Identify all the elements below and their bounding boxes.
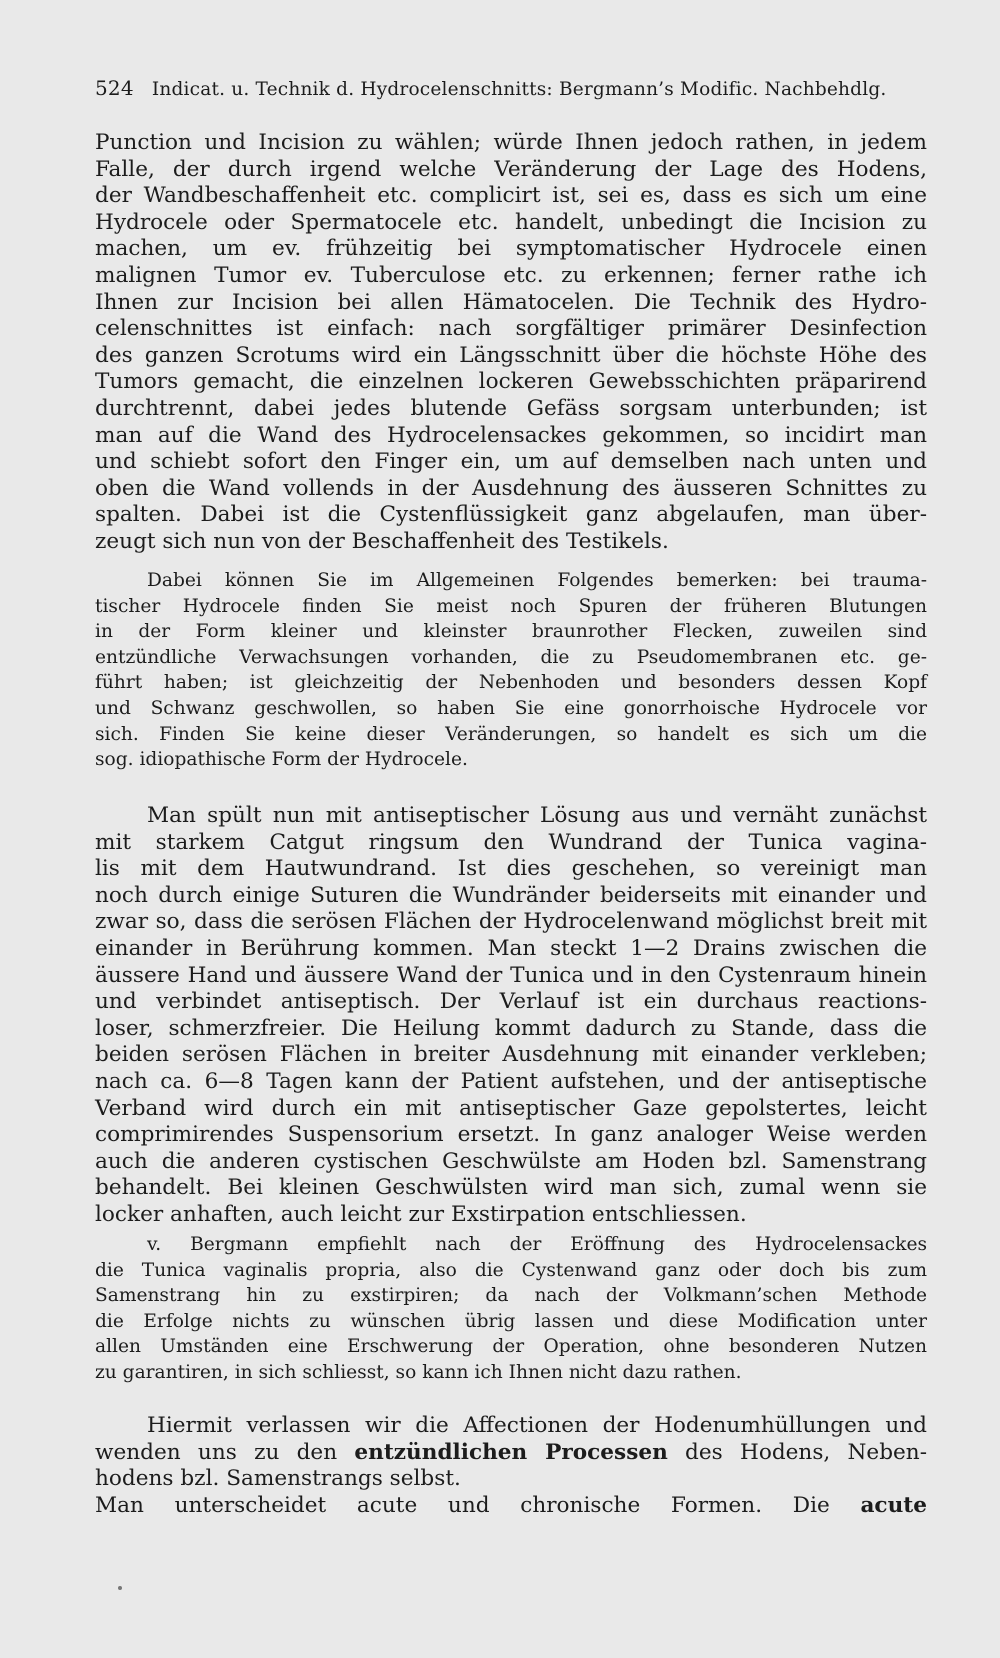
text-span: Man unterscheidet acute und chronische Formen. Die bbox=[95, 1492, 861, 1518]
text-line: oben die Wand vollends in der Ausdehnung des äusseren Schnittes zu bbox=[95, 475, 927, 501]
text-line: sich. Finden Sie keine dieser Veränderungen, so handelt es sich um die bbox=[95, 723, 927, 745]
text-line: Hiermit verlassen wir die Affectionen der Hodenumhüllungen und bbox=[147, 1413, 927, 1438]
text-line: malignen Tumor ev. Tuberculose etc. zu erkennen; ferner rathe ich bbox=[95, 262, 927, 288]
text-line: mit starkem Catgut ringsum den Wundrand der Tunica vagina- bbox=[95, 829, 927, 855]
text-line: Samenstrang hin zu exstirpiren; da nach der Volkmann’schen Methode bbox=[95, 1285, 927, 1307]
text-line: machen, um ev. frühzeitig bei symptomatischer Hydrocele einen bbox=[95, 236, 927, 262]
text-span: des Hodens, Neben- bbox=[667, 1439, 928, 1465]
text-line: tischer Hydrocele finden Sie meist noch Spuren der früheren Blutungen bbox=[95, 595, 927, 617]
text-line: nach ca. 6—8 Tagen kann der Patient aufstehen, und der antiseptische bbox=[95, 1068, 927, 1094]
bold-term: acute bbox=[860, 1492, 927, 1518]
text-line: und Schwanz geschwollen, so haben Sie eine gonorrhoische Hydrocele vor bbox=[95, 697, 927, 719]
text-line: und verbindet antiseptisch. Der Verlauf ist ein durchaus reactions- bbox=[95, 989, 927, 1015]
running-title: Indicat. u. Technik d. Hydrocelenschnitts: Bergmann’s Modific. Nachbehdlg. bbox=[151, 79, 887, 100]
text-line: entzündliche Verwachsungen vorhanden, die zu Pseudomembranen etc. ge- bbox=[95, 646, 927, 668]
text-line: der Wandbeschaffenheit etc. complicirt ist, sei es, dass es sich um eine bbox=[95, 183, 927, 209]
text-line: Falle, der durch irgend welche Veränderung der Lage des Hodens, bbox=[95, 156, 927, 182]
text-line: comprimirendes Suspensorium ersetzt. In ganz analoger Weise werden bbox=[95, 1122, 927, 1148]
text-line: zu garantiren, in sich schliesst, so kann ich Ihnen nicht dazu rathen. bbox=[95, 1361, 742, 1383]
text-line: locker anhaften, auch leicht zur Exstirpation entschliessen. bbox=[95, 1201, 747, 1227]
text-line: Hydrocele oder Spermatocele etc. handelt, unbedingt die Incision zu bbox=[95, 209, 927, 235]
text-line: äussere Hand und äussere Wand der Tunica und in den Cystenraum hinein bbox=[95, 962, 927, 988]
text-line: v. Bergmann empfiehlt nach der Eröffnung des Hydrocelensackes bbox=[147, 1234, 927, 1255]
text-line: loser, schmerzfreier. Die Heilung kommt dadurch zu Stande, dass die bbox=[95, 1015, 927, 1041]
text-line: Man spült nun mit antiseptischer Lösung aus und vernäht zunächst bbox=[147, 803, 927, 828]
text-line: Dabei können Sie im Allgemeinen Folgendes bemerken: bei trauma- bbox=[147, 570, 927, 591]
text-line: spalten. Dabei ist die Cystenflüssigkeit ganz abgelaufen, man über- bbox=[95, 502, 927, 528]
text-line: beiden serösen Flächen in breiter Ausdehnung mit einander verkleben; bbox=[95, 1042, 927, 1068]
paragraph-bergmann-modification bbox=[95, 1232, 927, 1386]
paragraph-punction-incision bbox=[95, 130, 927, 556]
text-line bbox=[95, 1493, 927, 1520]
paragraph-inflammatory-processes bbox=[95, 1413, 927, 1519]
text-line: sog. idiopathische Form der Hydrocele. bbox=[95, 749, 468, 771]
text-line: in der Form kleiner und kleinster braunrother Flecken, zuweilen sind bbox=[95, 621, 927, 643]
text-line: führt haben; ist gleichzeitig der Nebenhoden und besonders dessen Kopf bbox=[95, 672, 927, 694]
text-line: behandelt. Bei kleinen Geschwülsten wird man sich, zumal wenn sie bbox=[95, 1175, 927, 1201]
text-line: des ganzen Scrotums wird ein Längsschnitt über die höchste Höhe des bbox=[95, 342, 927, 368]
text-line: Punction und Incision zu wählen; würde Ihnen jedoch rathen, in jedem bbox=[95, 130, 927, 155]
text-line: zeugt sich nun von der Beschaffenheit des Testikels. bbox=[95, 528, 669, 554]
text-line: allen Umständen eine Erschwerung der Operation, ohne besonderen Nutzen bbox=[95, 1336, 927, 1358]
text-line: noch durch einige Suturen die Wundränder beiderseits mit einander und bbox=[95, 882, 927, 908]
text-line: durchtrennt, dabei jedes blutende Gefäss sorgsam unterbunden; ist bbox=[95, 395, 927, 421]
text-line: die Tunica vaginalis propria, also die Cystenwand ganz oder doch bis zum bbox=[95, 1259, 927, 1281]
text-line: hodens bzl. Samenstrangs selbst. bbox=[95, 1466, 461, 1492]
text-line: die Erfolge nichts zu wünschen übrig lassen und diese Modification unter bbox=[95, 1310, 927, 1332]
text-line: einander in Berührung kommen. Man steckt 1—2 Drains zwischen die bbox=[95, 935, 927, 961]
text-line: celenschnittes ist einfach: nach sorgfältiger primärer Desinfection bbox=[95, 316, 927, 342]
running-header bbox=[95, 76, 935, 100]
text-line: man auf die Wand des Hydrocelensackes gekommen, so incidirt man bbox=[95, 422, 927, 448]
text-line: zwar so, dass die serösen Flächen der Hydrocelenwand möglichst breit mit bbox=[95, 909, 927, 935]
text-line: lis mit dem Hautwundrand. Ist dies geschehen, so vereinigt man bbox=[95, 856, 927, 882]
text-line: Verband wird durch ein mit antiseptischer Gaze gepolstertes, leicht bbox=[95, 1095, 927, 1121]
text-span: wenden uns zu den bbox=[95, 1439, 355, 1465]
text-line: auch die anderen cystischen Geschwülste am Hoden bzl. Samenstrang bbox=[95, 1148, 927, 1174]
bold-term: entzündlichen Processen bbox=[354, 1439, 668, 1465]
ink-speck bbox=[118, 1586, 122, 1590]
text-line: und schiebt sofort den Finger ein, um auf demselben nach unten und bbox=[95, 449, 927, 475]
paragraph-observations bbox=[95, 568, 927, 773]
page-number: 524 bbox=[95, 76, 134, 100]
text-line: Ihnen zur Incision bei allen Hämatocelen. Die Technik des Hydro- bbox=[95, 289, 927, 315]
text-line bbox=[95, 1440, 927, 1467]
text-line: Tumors gemacht, die einzelnen lockeren Gewebsschichten präparirend bbox=[95, 369, 927, 395]
paragraph-suture-technique bbox=[95, 803, 927, 1229]
